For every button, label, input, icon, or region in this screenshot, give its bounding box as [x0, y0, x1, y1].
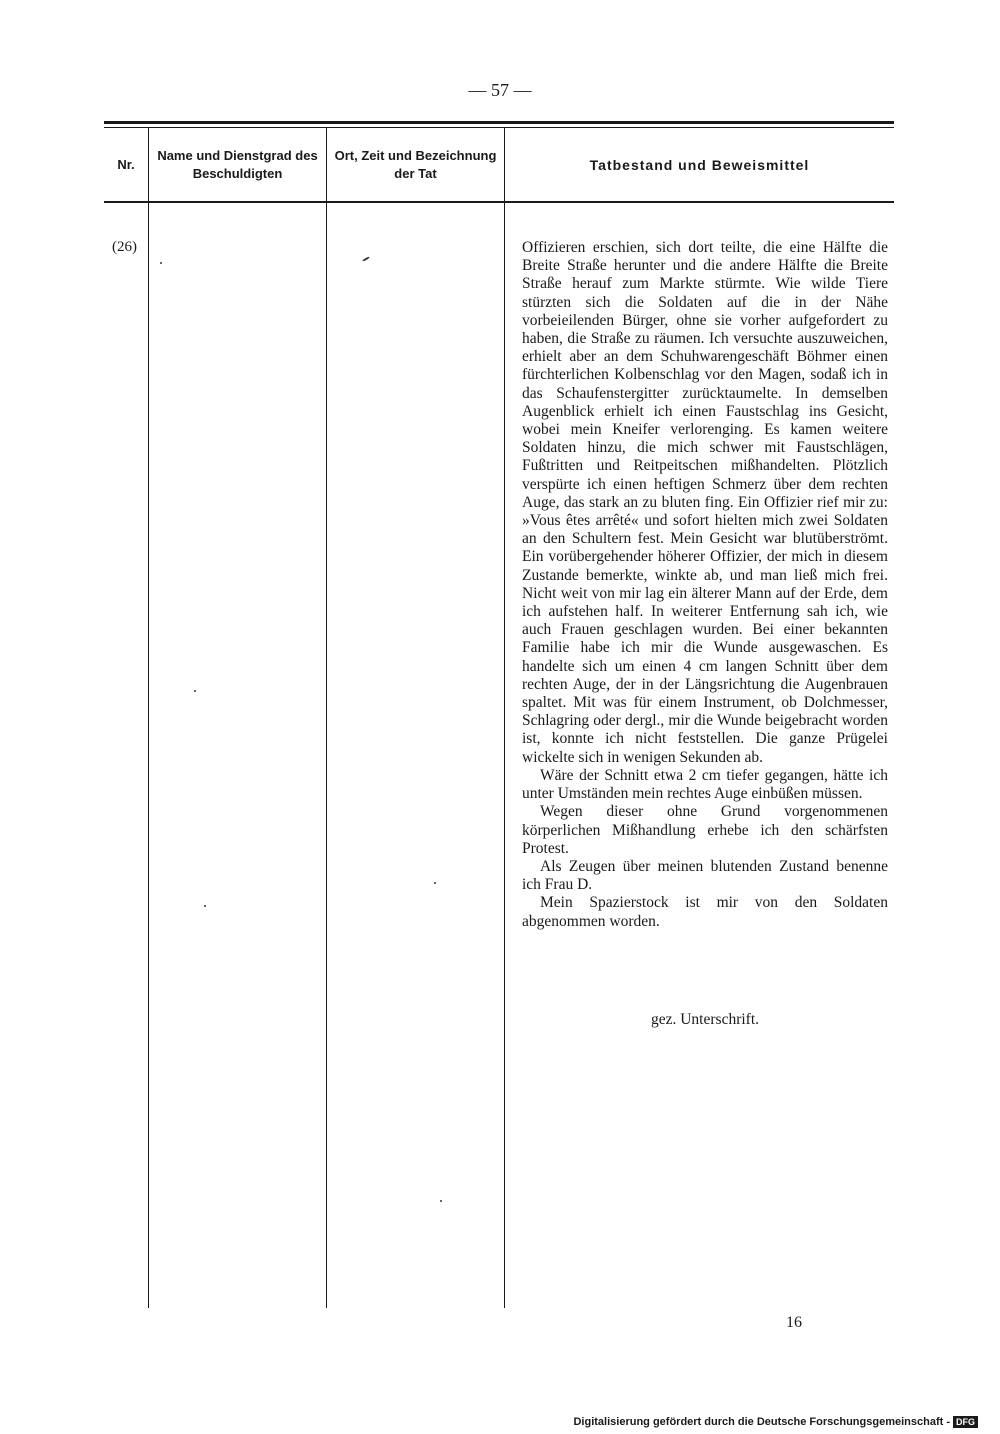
page-number: — 57 —: [468, 80, 532, 100]
header-facts: Tatbestand und Beweismittel: [589, 156, 810, 173]
speck: [362, 256, 370, 262]
column-divider: [148, 128, 149, 1308]
paragraph: Wegen dieser ohne Grund vorgenommenen körperlichen Mißhandlung erhebe ich den schärfsten Protest.: [522, 803, 888, 857]
speck: [440, 1200, 442, 1202]
paragraph: Offizieren erschien, sich dort teilte, die eine Hälfte die Breite Straße herunter und die andere Hälfte die Breite Straße herauf zum Markte stürmte. Wie wilde Tiere stürzten sich die Soldaten auf die in der Nähe vorbeieilenden Bürger, ohne sie vorher aufgefordert zu haben, die Straße zu räumen. Ich versuchte auszuweichen, erhielt aber an dem Schuhwarengeschäft Böhmer einen fürchterlichen Kolbenschlag vor den Magen, sodaß ich in das Schaufenstergitter zurücktaumelte. In demselben Augenblick erhielt ich einen Faustschlag ins Gesicht, wobei mein Kneifer verlorenging. Es kamen weitere Soldaten hinzu, die mich schwer mit Faustschlägen, Fußtritten und Reitpeitschen mißhandelten. Plötzlich verspürte ich einen heftigen Schmerz über dem rechten Auge, das stark an zu bluten fing. Ein Offizier rief mir zu: »Vous êtes arrêté« und sofort hielten mich zwei Soldaten an den Schultern fest. Mein Gesicht war blutüberströmt. Ein vorübergehender höherer Offizier, der mich in diesem Zustande bemerkte, winkte ab, und man ließ mich frei. Nicht weit von mir lag ein älterer Mann auf der Erde, dem ich aufstehen half. In weiterer Entfernung sah ich, wie auch Frauen geschlagen wurden. Bei einer bekannten Familie habe ich mir die Wunde ausgewaschen. Es handelte sich um einen 4 cm langen Schnitt über dem rechten Auge, der in der Längsrichtung die Augenbrauen spaltet. Mit was für einem Instrument, ob Dolchmesser, Schlagring oder dergl., mir die Wunde beigebracht worden ist, konnte ich nicht feststellen. Die ganze Prügelei wickelte sich in wenigen Sekunden ab.: [522, 239, 888, 766]
footer: [573, 1416, 978, 1428]
column-divider: [326, 128, 327, 1308]
signature: gez. Unterschrift.: [650, 1011, 760, 1028]
table-top-rule: [104, 121, 894, 124]
paragraph: Als Zeugen über meinen blutenden Zustand benenne ich Frau D.: [522, 857, 888, 894]
table-header-rule: [104, 201, 894, 203]
speck: [194, 690, 196, 692]
folio-number: 16: [786, 1314, 802, 1331]
facts-text: [522, 239, 888, 931]
paragraph: Mein Spazierstock ist mir von den Soldaten abgenommen worden.: [522, 894, 888, 930]
entry-number: (26): [112, 239, 137, 255]
footer-text: Digitalisierung gefördert durch die Deutsche Forschungsgemeinschaft -: [573, 1416, 950, 1428]
speck: [160, 262, 162, 264]
dfg-logo: DFG: [953, 1416, 978, 1428]
column-divider: [504, 128, 505, 1308]
paragraph: Wäre der Schnitt etwa 2 cm tiefer gegangen, hätte ich unter Umständen mein rechtes Auge einbüßen müssen.: [522, 766, 888, 803]
speck: [204, 905, 206, 907]
header-name: Name und Dienstgrad des Beschuldigten: [157, 147, 318, 181]
speck: [434, 882, 436, 884]
header-nr: Nr.: [117, 156, 135, 172]
header-place: Ort, Zeit und Bezeichnung der Tat: [334, 147, 497, 181]
